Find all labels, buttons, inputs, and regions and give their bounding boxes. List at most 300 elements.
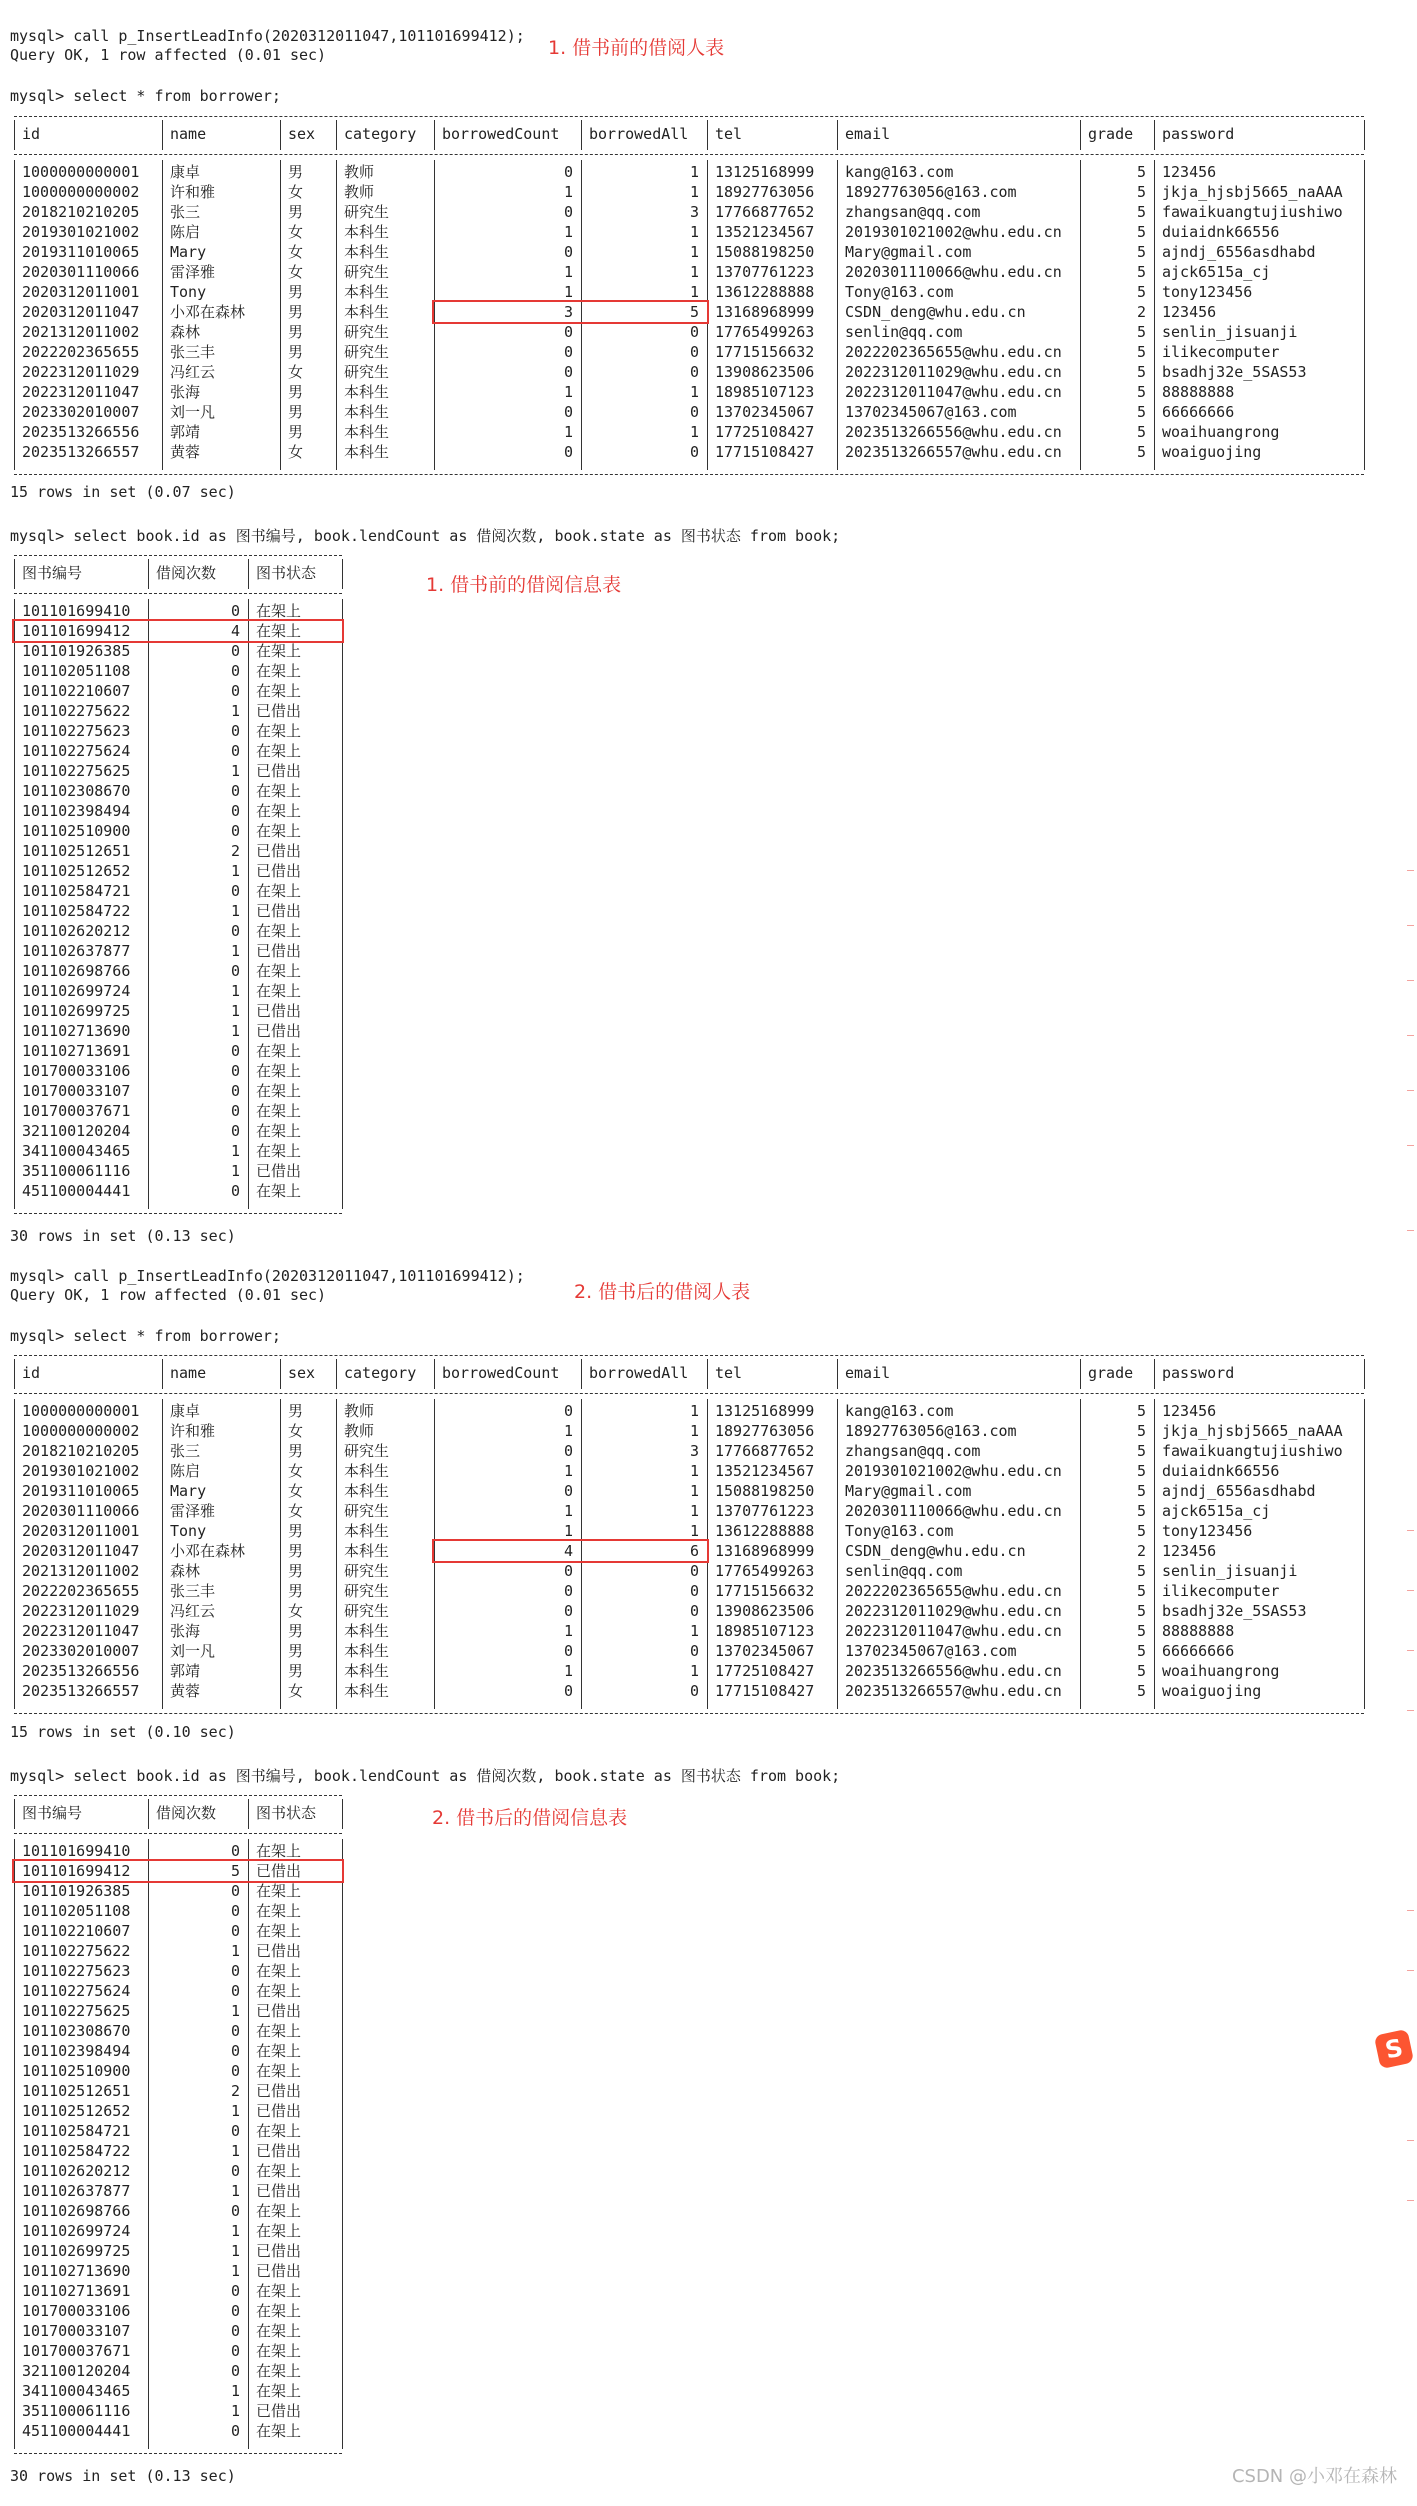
table-cell: 研究生	[344, 1502, 390, 1520]
table-cell: 2020312011047	[22, 303, 140, 321]
table-cell: 已借出	[256, 862, 302, 880]
table-cell: 在架上	[256, 882, 302, 900]
table-cell: 在架上	[256, 1102, 302, 1120]
column-header: 借阅次数	[156, 1804, 217, 1822]
result-line: Query OK, 1 row affected (0.01 sec)	[10, 46, 327, 64]
table-row	[14, 781, 342, 801]
table-cell: Tony@163.com	[845, 1522, 954, 1540]
table-cell: 女	[288, 1482, 304, 1500]
table-cell: 1	[230, 762, 240, 780]
table-header-row	[14, 124, 1364, 144]
margin-tick	[1407, 2200, 1414, 2201]
table-cell: 冯红云	[170, 1602, 216, 1620]
table-cell: 0	[230, 2022, 240, 2040]
table-cell: 1	[230, 2102, 240, 2120]
table-cell: 研究生	[344, 1442, 390, 1460]
table-cell: 2023513266557	[22, 443, 140, 461]
table-row	[14, 1481, 1364, 1501]
result-line: 30 rows in set (0.13 sec)	[10, 1227, 236, 1245]
table-cell: 女	[288, 1502, 304, 1520]
table-cell: 1	[563, 263, 573, 281]
table-cell: Mary@gmail.com	[845, 1482, 972, 1500]
table-row	[14, 1901, 342, 1921]
table-cell: 1	[689, 383, 699, 401]
column-separator	[342, 1799, 343, 1829]
table-border	[14, 593, 342, 594]
table-cell: 1	[230, 2002, 240, 2020]
table-cell: 1000000000002	[22, 1422, 140, 1440]
table-cell: 0	[230, 1982, 240, 2000]
table-cell: 0	[563, 363, 573, 381]
margin-tick	[1407, 1970, 1414, 1971]
table-cell: 5	[1136, 403, 1146, 421]
table-cell: 101102210607	[22, 1922, 131, 1940]
table-cell: 在架上	[256, 1042, 302, 1060]
table-cell: 研究生	[344, 1582, 390, 1600]
table-cell: 0	[563, 1482, 573, 1500]
table-cell: 17766877652	[715, 203, 815, 221]
table-cell: 本科生	[344, 423, 390, 441]
table-row	[14, 2181, 342, 2201]
table-cell: 1	[563, 183, 573, 201]
table-cell: 已借出	[256, 762, 302, 780]
column-header: 图书编号	[22, 564, 83, 582]
table-cell: 2023513266557	[22, 1682, 140, 1700]
table-cell: 2023302010007	[22, 1642, 140, 1660]
margin-tick	[1407, 1145, 1414, 1146]
table-cell: 在架上	[256, 802, 302, 820]
table-cell: 已借出	[256, 2402, 302, 2420]
column-header: name	[170, 1364, 207, 1382]
table-cell: 2	[230, 2082, 240, 2100]
table-cell: 5	[1136, 1522, 1146, 1540]
table-cell: 2022202365655	[22, 343, 140, 361]
table-cell: ajndj_6556asdhabd	[1162, 1482, 1316, 1500]
table-cell: 351100061116	[22, 2402, 131, 2420]
table-cell: 101102308670	[22, 2022, 131, 2040]
table-cell: 1000000000001	[22, 1402, 140, 1420]
table-cell: 2022312011047	[22, 1622, 140, 1640]
column-header: password	[1162, 125, 1235, 143]
table-cell: 张海	[170, 1622, 201, 1640]
table-cell: 18927763056@163.com	[845, 183, 1017, 201]
table-cell: 0	[689, 403, 699, 421]
column-header: 图书状态	[256, 1804, 317, 1822]
table-cell: 0	[230, 1962, 240, 1980]
table-cell: 在架上	[256, 1122, 302, 1140]
table-cell: 101102713691	[22, 2282, 131, 2300]
table-row	[14, 1681, 1364, 1701]
table-cell: 2022312011047@whu.edu.cn	[845, 1622, 1062, 1640]
table-cell: 88888888	[1162, 1622, 1235, 1640]
table-cell: 2022202365655@whu.edu.cn	[845, 1582, 1062, 1600]
table-row	[14, 2081, 342, 2101]
table-cell: 教师	[344, 163, 375, 181]
table-cell: 0	[230, 2282, 240, 2300]
table-cell: 101101699410	[22, 1842, 131, 1860]
table-cell: 本科生	[344, 1542, 390, 1560]
table-cell: 17725108427	[715, 423, 815, 441]
table-cell: 在架上	[256, 662, 302, 680]
table-cell: 郭靖	[170, 1662, 201, 1680]
table-cell: 3	[563, 303, 573, 321]
table-cell: 本科生	[344, 1662, 390, 1680]
table-cell: 研究生	[344, 1562, 390, 1580]
table-row	[14, 1981, 342, 2001]
table-cell: 在架上	[256, 2162, 302, 2180]
column-header: tel	[715, 125, 743, 143]
table-cell: 5	[230, 1862, 240, 1880]
table-cell: 在架上	[256, 1082, 302, 1100]
table-cell: 0	[230, 802, 240, 820]
table-cell: 101102398494	[22, 802, 131, 820]
table-cell: 5	[1136, 1422, 1146, 1440]
table-row	[14, 1921, 342, 1941]
table-row	[14, 1881, 342, 1901]
table-cell: 0	[230, 742, 240, 760]
table-cell: 1	[689, 1522, 699, 1540]
table-row	[14, 721, 342, 741]
table-cell: 康卓	[170, 1402, 201, 1420]
table-cell: 0	[230, 2202, 240, 2220]
table-cell: 在架上	[256, 2022, 302, 2040]
table-header-row	[14, 563, 342, 583]
table-cell: 0	[230, 882, 240, 900]
table-cell: 1	[230, 2262, 240, 2280]
table-cell: 101101699412	[22, 622, 131, 640]
table-cell: 1	[563, 1662, 573, 1680]
table-row	[14, 182, 1364, 202]
table-cell: 5	[1136, 343, 1146, 361]
table-row	[14, 2401, 342, 2421]
table-cell: 123456	[1162, 1542, 1217, 1560]
table-row	[14, 921, 342, 941]
table-border	[14, 1833, 342, 1834]
table-header-row	[14, 1803, 342, 1823]
table-cell: 0	[230, 662, 240, 680]
table-cell: 5	[1136, 1562, 1146, 1580]
table-cell: 0	[563, 1642, 573, 1660]
table-cell: 1	[563, 283, 573, 301]
table-row	[14, 382, 1364, 402]
table-cell: 黄蓉	[170, 1682, 201, 1700]
margin-tick	[1407, 2140, 1414, 2141]
table-cell: 男	[288, 1642, 304, 1660]
table-cell: 男	[288, 283, 304, 301]
command-line: mysql> call p_InsertLeadInfo(2020312011047,101101699412);	[10, 1267, 525, 1285]
table-row	[14, 761, 342, 781]
table-cell: 5	[1136, 243, 1146, 261]
table-cell: 女	[288, 443, 304, 461]
table-cell: 1	[230, 2382, 240, 2400]
table-cell: 本科生	[344, 443, 390, 461]
table-cell: 5	[1136, 1402, 1146, 1420]
table-cell: 101102699724	[22, 982, 131, 1000]
table-cell: 已借出	[256, 1862, 302, 1880]
table-cell: 2022312011029	[22, 363, 140, 381]
table-cell: 0	[230, 962, 240, 980]
table-row	[14, 1061, 342, 1081]
table-cell: 2023513266556	[22, 1662, 140, 1680]
table-border	[14, 474, 1364, 475]
table-cell: 2018210210205	[22, 1442, 140, 1460]
table-cell: 5	[1136, 263, 1146, 281]
table-cell: 在架上	[256, 1902, 302, 1920]
table-cell: 2023513266557@whu.edu.cn	[845, 1682, 1062, 1700]
margin-tick	[1407, 980, 1414, 981]
table-cell: 男	[288, 1542, 304, 1560]
book-table-before	[14, 555, 342, 1213]
table-cell: 101102512652	[22, 2102, 131, 2120]
table-cell: 1	[689, 423, 699, 441]
result-line: 30 rows in set (0.13 sec)	[10, 2467, 236, 2485]
table-cell: 5	[1136, 1502, 1146, 1520]
table-cell: 1	[230, 2182, 240, 2200]
table-cell: 13908623506	[715, 363, 815, 381]
table-cell: 101102275622	[22, 1942, 131, 1960]
command-line: mysql> select * from borrower;	[10, 87, 281, 105]
table-cell: 17765499263	[715, 1562, 815, 1580]
table-cell: 本科生	[344, 1522, 390, 1540]
table-cell: 在架上	[256, 1142, 302, 1160]
table-cell: 研究生	[344, 343, 390, 361]
command-line: mysql> call p_InsertLeadInfo(2020312011047,101101699412);	[10, 27, 525, 45]
table-cell: 123456	[1162, 303, 1217, 321]
table-cell: 已借出	[256, 2242, 302, 2260]
table-cell: 2022202365655	[22, 1582, 140, 1600]
table-cell: 男	[288, 1662, 304, 1680]
table-cell: 0	[230, 642, 240, 660]
margin-tick	[1407, 1090, 1414, 1091]
table-cell: 0	[563, 343, 573, 361]
table-cell: 女	[288, 183, 304, 201]
table-cell: 0	[563, 1682, 573, 1700]
table-cell: 101102620212	[22, 2162, 131, 2180]
table-row	[14, 1501, 1364, 1521]
table-cell: 101102699724	[22, 2222, 131, 2240]
table-cell: 1	[230, 2142, 240, 2160]
table-cell: woaihuangrong	[1162, 423, 1280, 441]
table-cell: 1	[230, 1142, 240, 1160]
column-header: borrowedCount	[442, 125, 560, 143]
table-cell: 许和雅	[170, 1422, 216, 1440]
table-row	[14, 1161, 342, 1181]
table-cell: 已借出	[256, 2102, 302, 2120]
table-cell: 在架上	[256, 1062, 302, 1080]
table-cell: 2022312011029@whu.edu.cn	[845, 363, 1062, 381]
table-row	[14, 322, 1364, 342]
table-border	[14, 1393, 1364, 1394]
table-cell: 男	[288, 1402, 304, 1420]
table-cell: 13707761223	[715, 263, 815, 281]
table-cell: 13702345067	[715, 1642, 815, 1660]
table-cell: 2022312011029	[22, 1602, 140, 1620]
table-cell: Mary@gmail.com	[845, 243, 972, 261]
table-cell: 男	[288, 163, 304, 181]
table-cell: 1	[689, 1482, 699, 1500]
table-cell: 123456	[1162, 1402, 1217, 1420]
table-cell: 2019301021002@whu.edu.cn	[845, 1462, 1062, 1480]
table-border	[14, 1713, 1364, 1714]
table-cell: 张海	[170, 383, 201, 401]
table-cell: senlin@qq.com	[845, 1562, 963, 1580]
table-cell: 1	[689, 1402, 699, 1420]
table-row	[14, 162, 1364, 182]
table-cell: 101101926385	[22, 1882, 131, 1900]
table-cell: 0	[563, 243, 573, 261]
table-cell: 0	[230, 782, 240, 800]
table-border	[14, 1795, 342, 1796]
table-row	[14, 402, 1364, 422]
annotation-label: 2. 借书后的借阅信息表	[432, 1807, 628, 1829]
table-row	[14, 1601, 1364, 1621]
table-cell: 冯红云	[170, 363, 216, 381]
table-cell: 13125168999	[715, 1402, 815, 1420]
annotation-label: 1. 借书前的借阅人表	[548, 37, 725, 59]
table-cell: 15088198250	[715, 1482, 815, 1500]
table-cell: 1	[563, 1522, 573, 1540]
table-cell: 1	[563, 1422, 573, 1440]
command-line: mysql> select book.id as 图书编号, book.lendCount as 借阅次数, book.state as 图书状态 from book;	[10, 1767, 841, 1785]
table-row	[14, 1141, 342, 1161]
table-cell: 101102713690	[22, 1022, 131, 1040]
table-row	[14, 2361, 342, 2381]
table-cell: Mary	[170, 1482, 207, 1500]
table-cell: 5	[1136, 1662, 1146, 1680]
table-cell: 1	[689, 1662, 699, 1680]
table-cell: 本科生	[344, 1482, 390, 1500]
table-cell: 已借出	[256, 1162, 302, 1180]
table-cell: 101102275623	[22, 1962, 131, 1980]
table-cell: 6	[689, 1542, 699, 1560]
table-row	[14, 1021, 342, 1041]
table-cell: 0	[230, 2122, 240, 2140]
table-cell: 小邓在森林	[170, 303, 246, 321]
table-cell: 101700037671	[22, 1102, 131, 1120]
table-row	[14, 1521, 1364, 1541]
table-cell: 4	[563, 1542, 573, 1560]
column-separator	[342, 559, 343, 589]
table-cell: 在架上	[256, 1842, 302, 1860]
margin-tick	[1407, 1650, 1414, 1651]
table-row	[14, 1081, 342, 1101]
table-row	[14, 981, 342, 1001]
table-cell: 18927763056	[715, 183, 815, 201]
table-cell: 0	[230, 2362, 240, 2380]
table-cell: 本科生	[344, 303, 390, 321]
table-cell: 2023302010007	[22, 403, 140, 421]
book-table-after	[14, 1795, 342, 2453]
table-cell: CSDN_deng@whu.edu.cn	[845, 303, 1026, 321]
table-cell: 13521234567	[715, 1462, 815, 1480]
table-cell: zhangsan@qq.com	[845, 203, 981, 221]
table-cell: 5	[1136, 1482, 1146, 1500]
table-cell: 101700033106	[22, 2302, 131, 2320]
table-cell: 5	[1136, 203, 1146, 221]
table-cell: 在架上	[256, 822, 302, 840]
table-cell: 在架上	[256, 2202, 302, 2220]
table-cell: 2022312011047	[22, 383, 140, 401]
table-row	[14, 641, 342, 661]
table-cell: 18985107123	[715, 383, 815, 401]
table-cell: 森林	[170, 1562, 201, 1580]
table-cell: 研究生	[344, 263, 390, 281]
table-row	[14, 242, 1364, 262]
table-cell: 341100043465	[22, 2382, 131, 2400]
table-cell: 101102698766	[22, 2202, 131, 2220]
table-cell: fawaikuangtujiushiwo	[1162, 1442, 1343, 1460]
table-cell: 教师	[344, 1402, 375, 1420]
table-cell: 1	[563, 1622, 573, 1640]
column-header: email	[845, 125, 891, 143]
result-line: 15 rows in set (0.07 sec)	[10, 483, 236, 501]
table-cell: 1	[689, 243, 699, 261]
table-row	[14, 2001, 342, 2021]
margin-tick	[1407, 1035, 1414, 1036]
table-cell: 2	[1136, 303, 1146, 321]
table-cell: 101700033106	[22, 1062, 131, 1080]
table-cell: 13702345067	[715, 403, 815, 421]
table-cell: 在架上	[256, 2362, 302, 2380]
column-separator	[1364, 1359, 1365, 1389]
table-cell: 101102584722	[22, 2142, 131, 2160]
column-header: email	[845, 1364, 891, 1382]
table-row	[14, 1181, 342, 1201]
table-cell: 男	[288, 1582, 304, 1600]
table-cell: 0	[689, 443, 699, 461]
table-cell: 研究生	[344, 323, 390, 341]
table-cell: 2020301110066@whu.edu.cn	[845, 1502, 1062, 1520]
table-cell: 女	[288, 1682, 304, 1700]
table-row	[14, 941, 342, 961]
table-cell: 2021312011002	[22, 1562, 140, 1580]
table-cell: senlin@qq.com	[845, 323, 963, 341]
table-cell: 张三	[170, 1442, 201, 1460]
table-cell: 1	[563, 383, 573, 401]
column-header: 借阅次数	[156, 564, 217, 582]
table-cell: 1	[230, 2222, 240, 2240]
table-cell: 1	[230, 942, 240, 960]
table-cell: 2018210210205	[22, 203, 140, 221]
table-cell: tony123456	[1162, 1522, 1253, 1540]
table-cell: 101102275622	[22, 702, 131, 720]
table-row	[14, 1101, 342, 1121]
table-cell: 5	[1136, 323, 1146, 341]
table-cell: 0	[563, 163, 573, 181]
table-cell: 5	[1136, 1462, 1146, 1480]
table-cell: 5	[1136, 383, 1146, 401]
column-separator	[1364, 160, 1365, 470]
table-cell: 黄蓉	[170, 443, 201, 461]
table-row	[14, 1641, 1364, 1661]
table-cell: 本科生	[344, 223, 390, 241]
table-row	[14, 801, 342, 821]
table-row	[14, 2261, 342, 2281]
table-cell: 3	[689, 1442, 699, 1460]
table-cell: 在架上	[256, 1982, 302, 2000]
table-cell: 13702345067@163.com	[845, 1642, 1017, 1660]
table-cell: 在架上	[256, 742, 302, 760]
table-cell: 1	[689, 1422, 699, 1440]
table-cell: 2023513266556@whu.edu.cn	[845, 423, 1062, 441]
table-cell: 0	[230, 1122, 240, 1140]
table-cell: 13707761223	[715, 1502, 815, 1520]
table-cell: 男	[288, 1622, 304, 1640]
csdn-logo-icon[interactable]: S	[1374, 2029, 1414, 2069]
table-cell: 2	[1136, 1542, 1146, 1560]
table-cell: 1	[689, 183, 699, 201]
table-cell: 2020312011001	[22, 283, 140, 301]
